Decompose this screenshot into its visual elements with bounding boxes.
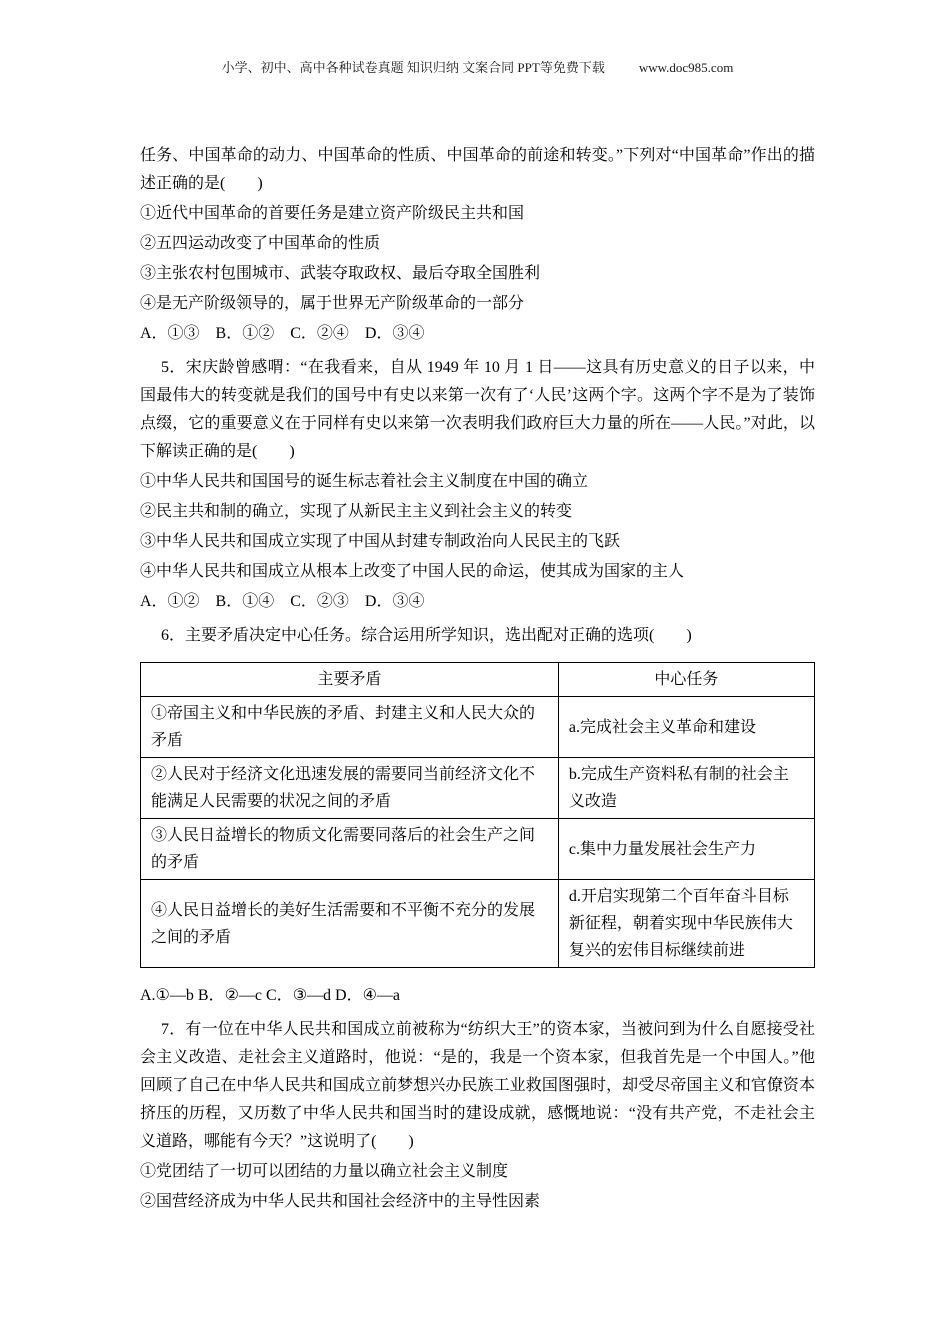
- q7-option-1: ①党团结了一切可以团结的力量以确立社会主义制度: [140, 1163, 509, 1180]
- matching-table: [140, 662, 815, 968]
- table-cell-contradiction-1: ①帝国主义和中华民族的矛盾、封建主义和人民大众的矛盾: [141, 697, 559, 758]
- table-cell-task-a: a.完成社会主义革命和建设: [558, 697, 814, 758]
- table-header-main-contradiction: 主要矛盾: [141, 663, 559, 697]
- table-cell-contradiction-2: ②人民对于经济文化迅速发展的需要同当前经济文化不能满足人民需要的状况之间的矛盾: [141, 758, 559, 819]
- q6-stem: 6．主要矛盾决定中心任务。综合运用所学知识，选出配对正确的选项( ): [161, 627, 692, 644]
- table-row: [141, 880, 815, 968]
- q5-option-4: ④中华人民共和国成立从根本上改变了中国人民的命运，使其成为国家的主人: [140, 563, 685, 580]
- table-cell-task-c: c.集中力量发展社会生产力: [558, 819, 814, 880]
- site-header: [140, 60, 815, 76]
- table-cell-task-d: d.开启实现第二个百年奋斗目标新征程，朝着实现中华民族伟大复兴的宏伟目标继续前进: [558, 880, 814, 968]
- q7-stem: 7．有一位在中华人民共和国成立前被称为“纺织大王”的资本家，当被问到为什么自愿接受社会主义改造、走社会主义道路时，他说：“是的，我是一个资本家，但我首先是一个中国人。”他回顾了自己在中华人民共和国成立前梦想兴办民族工业救国图强时，却受尽帝国主义和官僚资本挤压的历程，又历数了中华人民共和国当时的建设成就，感慨地说：“没有共产党，不走社会主义道路，哪能有今天？”这说明了( ): [140, 1021, 815, 1150]
- q5-option-3: ③中华人民共和国成立实现了中国从封建专制政治向人民民主的飞跃: [140, 533, 621, 550]
- table-header-row: [141, 663, 815, 697]
- q7-option-2: ②国营经济成为中华人民共和国社会经济中的主导性因素: [140, 1193, 541, 1210]
- q5-option-2: ②民主共和制的确立，实现了从新民主主义到社会主义的转变: [140, 503, 573, 520]
- table-row: [141, 819, 815, 880]
- q4-option-4: ④是无产阶级领导的，属于世界无产阶级革命的一部分: [140, 295, 525, 312]
- q4-option-2: ②五四运动改变了中国革命的性质: [140, 235, 381, 252]
- document-body: [140, 142, 815, 1216]
- q4-option-1: ①近代中国革命的首要任务是建立资产阶级民主共和国: [140, 205, 525, 222]
- q5-stem: 5．宋庆龄曾感喟：“在我看来，自从 1949 年 10 月 1 日——这具有历史意义的日子以来，中国最伟大的转变就是我们的国号中有史以来第一次有了‘人民’这两个字。这两个字不是为了装饰点缀，它的重要意义在于同样有史以来第一次表明我们政府巨大力量的所在——人民。”对此，以下解读正确的是( ): [140, 359, 815, 460]
- q4-answer-choices: A．①③ B．①② C．②④ D．③④: [140, 325, 425, 342]
- header-site-url: www.doc985.com: [638, 60, 734, 75]
- table-cell-task-b: b.完成生产资料私有制的社会主义改造: [558, 758, 814, 819]
- q5-option-1: ①中华人民共和国国号的诞生标志着社会主义制度在中国的确立: [140, 473, 589, 490]
- table-row: [141, 758, 815, 819]
- table-row: [141, 697, 815, 758]
- q5-answer-choices: A．①② B．①④ C．②③ D．③④: [140, 593, 425, 610]
- table-header-central-task: 中心任务: [558, 663, 814, 697]
- q4-stem-continued: 任务、中国革命的动力、中国革命的性质、中国革命的前途和转变。”下列对“中国革命”作出的描述正确的是( ): [140, 147, 815, 192]
- q6-answer-choices: A.①—b B．②—c C．③—d D．④—a: [140, 987, 401, 1004]
- header-promo-text: 小学、初中、高中各种试卷真题 知识归纳 文案合同 PPT等免费下载: [221, 60, 605, 75]
- table-cell-contradiction-4: ④人民日益增长的美好生活需要和不平衡不充分的发展之间的矛盾: [141, 880, 559, 968]
- q4-option-3: ③主张农村包围城市、武装夺取政权、最后夺取全国胜利: [140, 265, 541, 282]
- table-cell-contradiction-3: ③人民日益增长的物质文化需要同落后的社会生产之间的矛盾: [141, 819, 559, 880]
